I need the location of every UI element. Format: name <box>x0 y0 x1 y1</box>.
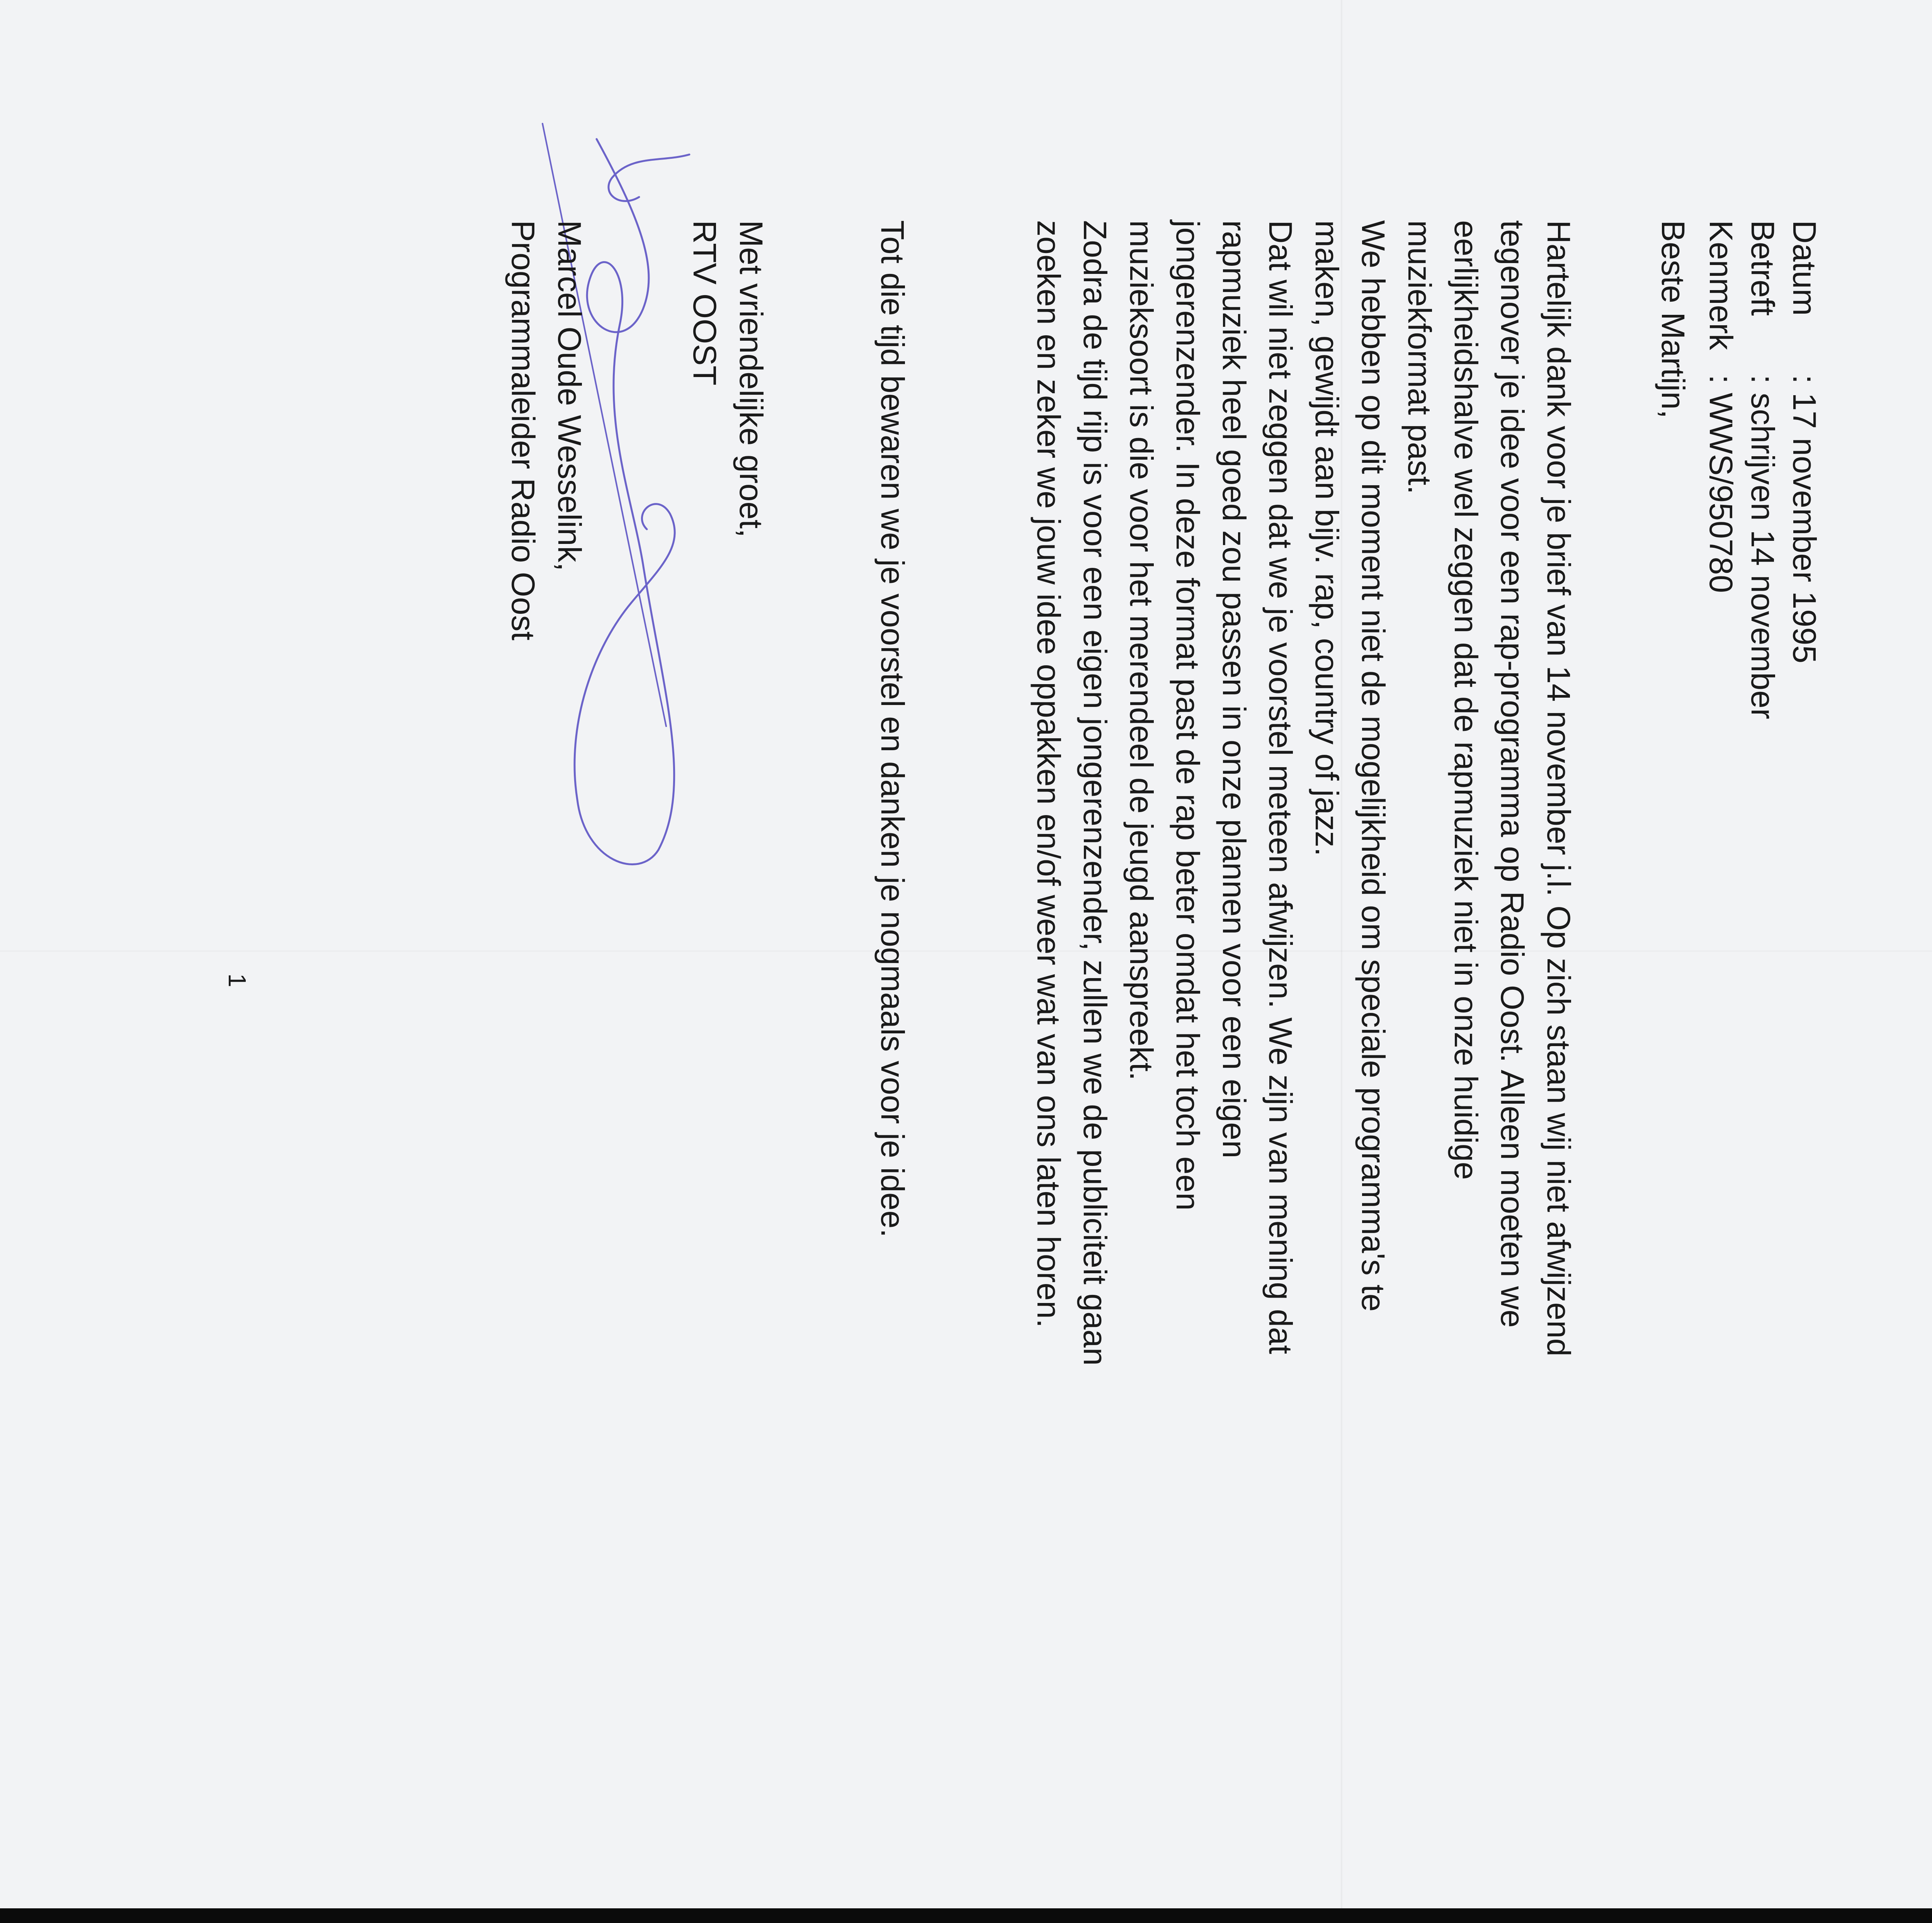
meta-label: Datum <box>1786 220 1823 316</box>
signoff-organisation: RTV OOST <box>687 220 723 386</box>
signoff-greeting: Met vriendelijke groet, <box>733 220 769 538</box>
body-line: Zodra de tijd rijp is voor een eigen jongerenzender, zullen we de publiciteit gaan <box>1077 220 1113 1366</box>
salutation: Beste Martijn, <box>1655 220 1691 419</box>
meta-value: : WWS/950780 <box>1703 375 1739 593</box>
body-line: Dat wil niet zeggen dat we je voorstel meteen afwijzen. We zijn van mening dat <box>1262 220 1299 1354</box>
body-line: muzieksoort is die voor het merendeel de jeugd aanspreekt. <box>1123 220 1160 1081</box>
meta-row-datum <box>1784 220 1825 1070</box>
body-line: jongerenzender. In deze format past de rap beter omdat het toch een <box>1170 220 1206 1211</box>
signer-name: Marcel Oude Wesselink, <box>551 220 588 571</box>
body-line: eerlijkheidshalve wel zeggen dat de rapmuziek niet in onze huidige <box>1448 220 1484 1180</box>
body-line: maken, gewijdt aan bijv. rap, country of jazz. <box>1309 220 1345 856</box>
body-line: zoeken en zeker we jouw idee oppakken en/of weer wat van ons laten horen. <box>1031 220 1067 1328</box>
letter-meta <box>1700 220 1825 1070</box>
body-line: tegenover je idee voor een rap-programma op Radio Oost. Alleen moeten we <box>1494 220 1531 1328</box>
page-number: 1 <box>223 973 251 987</box>
meta-value: : schrijven 14 november <box>1745 375 1781 719</box>
closing-sentence: Tot die tijd bewaren we je voorstel en danken je nogmaals voor je idee. <box>874 220 911 1238</box>
meta-value: : 17 november 1995 <box>1786 375 1823 664</box>
body-line: rapmuziek heel goed zou passen in onze plannen voor een eigen <box>1216 220 1252 1159</box>
meta-label: Kenmerk <box>1703 220 1739 350</box>
signer-title: Programmaleider Radio Oost <box>505 220 541 640</box>
meta-label: Betreft <box>1745 220 1781 316</box>
scan-border <box>0 1908 1932 1923</box>
meta-row-kenmerk <box>1700 220 1742 1070</box>
letter-body <box>1026 220 1582 1534</box>
body-line: We hebben op dit moment niet de mogelijkheid om speciale programma's te <box>1355 220 1391 1312</box>
body-line: muziekformat past. <box>1401 220 1438 494</box>
signer <box>500 220 593 640</box>
body-line: Hartelijk dank voor je brief van 14 november j.l. Op zich staan wij niet afwijzend <box>1541 220 1577 1357</box>
meta-row-betreft <box>1742 220 1784 1070</box>
